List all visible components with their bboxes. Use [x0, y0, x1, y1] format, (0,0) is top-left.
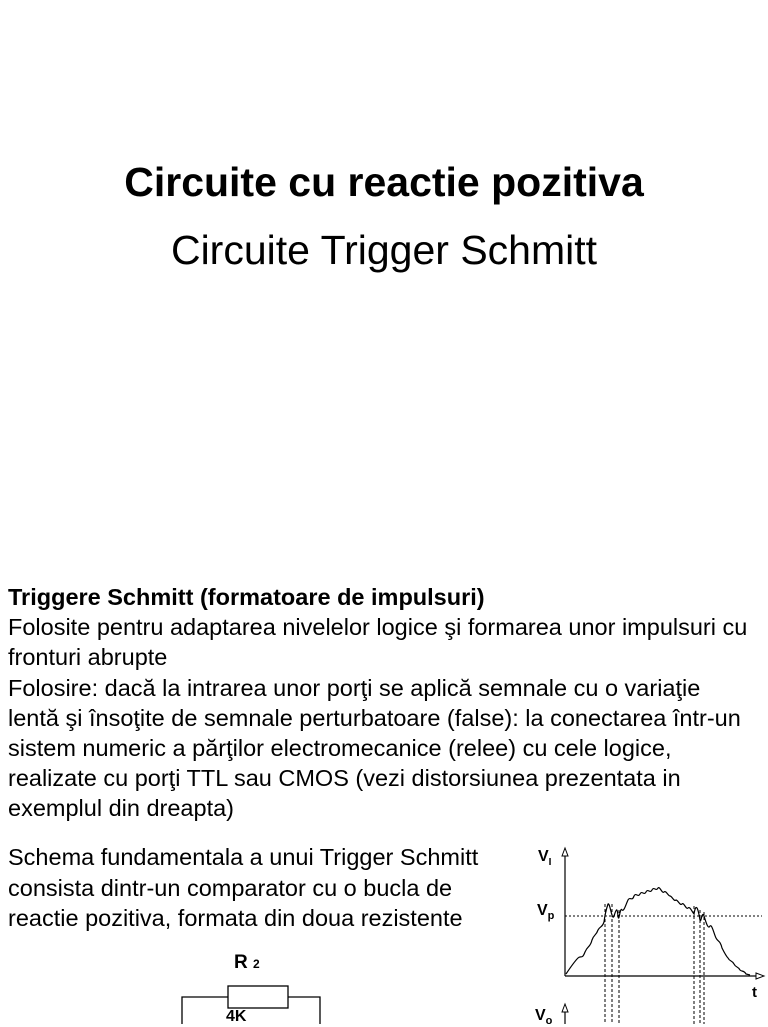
vp-label: [537, 902, 554, 922]
vo-label-main: V: [535, 1007, 546, 1024]
time-axis-arrow: [756, 973, 764, 979]
vp-label-main: V: [537, 902, 548, 919]
r2-label: [234, 952, 260, 974]
vo-axis-arrow: [562, 1004, 568, 1012]
vo-label-sub: o: [545, 1015, 553, 1027]
circuit-diagram: [170, 975, 330, 1024]
vi-axis-arrow: [562, 848, 568, 856]
vp-label-sub: p: [547, 910, 555, 923]
resistor-r2: [228, 986, 288, 1008]
schema-line-3: reactie pozitiva, formata din doua rezistente: [8, 905, 463, 931]
usage-paragraph: Folosite pentru adaptarea nivelelor logice şi formarea unor impulsuri cu fronturi abrupte: [8, 614, 748, 671]
t-label: t: [752, 984, 757, 1001]
schema-description: [8, 842, 533, 934]
vo-label: [535, 1007, 552, 1027]
vi-label-sub: I: [548, 857, 552, 869]
circuit-wire-right: [288, 997, 320, 1024]
waveform-diagram: [530, 840, 768, 1024]
description-block: [8, 582, 748, 824]
vi-label-main: V: [538, 848, 549, 865]
section-heading: Triggere Schmitt (formatoare de impulsuri): [8, 584, 485, 610]
r2-label-main: R: [234, 952, 248, 973]
vi-label: [538, 848, 551, 868]
projection-lines: [605, 904, 704, 1024]
application-paragraph: Folosire: dacă la intrarea unor porţi se aplică semnale cu o variaţie lentă şi însoţite de semnale perturbatoare (false): la conectarea într-un sistem numeric a părţilor electromecanice (relee) cu cele logice, realizate cu porţi TTL sau CMOS (vezi distorsiunea prezentata in exemplul din dreapta): [8, 674, 741, 822]
r2-value: 4K: [226, 1008, 247, 1025]
r2-label-sub: 2: [253, 957, 260, 971]
schema-line-2: consista dintr-un comparator cu o bucla de: [8, 874, 453, 901]
circuit-wire-left: [182, 997, 228, 1024]
slide-subtitle: Circuite Trigger Schmitt: [170, 227, 598, 273]
slide-title: Circuite cu reactie pozitiva: [124, 159, 644, 205]
schema-line-1: Schema fundamentala a unui Trigger Schmitt: [8, 844, 479, 870]
input-signal-curve: [566, 888, 750, 975]
